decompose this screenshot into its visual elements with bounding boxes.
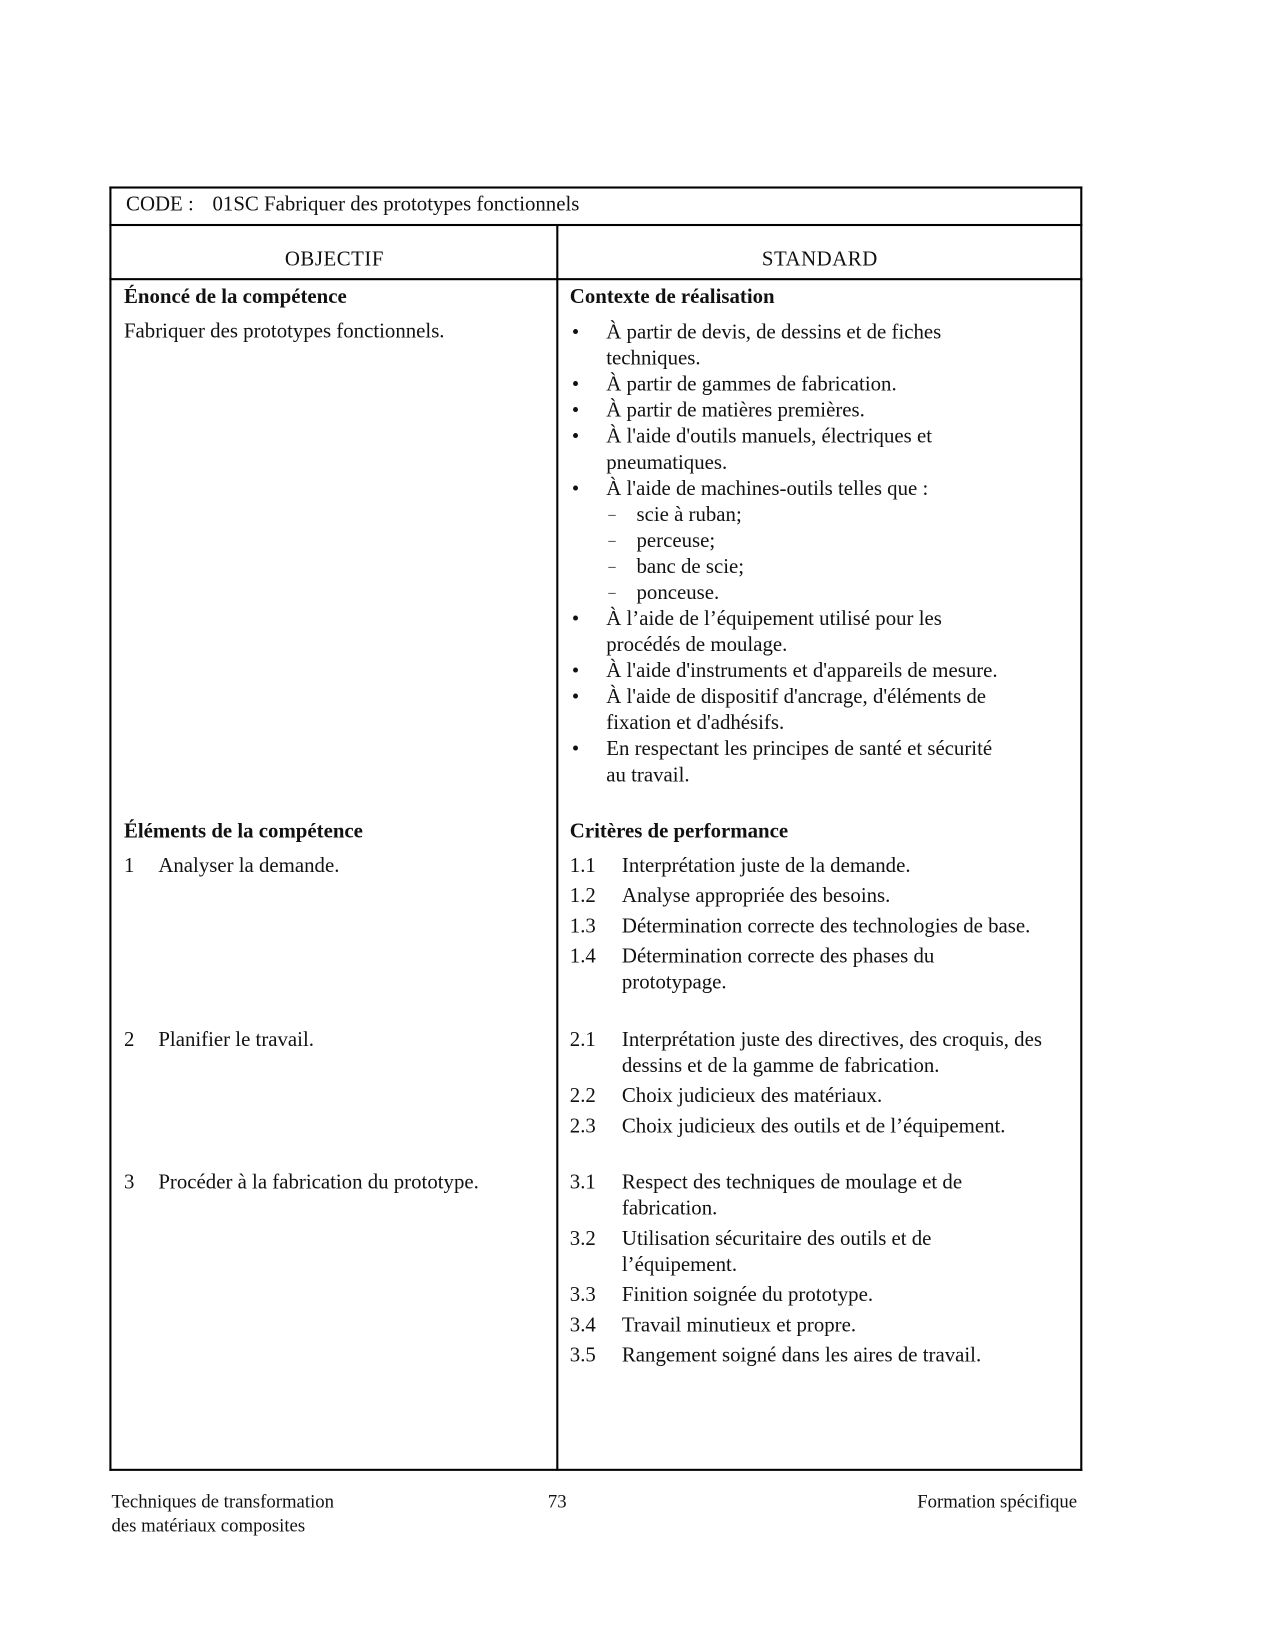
contexte-text: À l'aide de machines-outils telles que : — [606, 477, 929, 501]
contexte-item — [570, 684, 1008, 736]
code-row-divider — [109, 224, 1082, 226]
critere-item — [570, 1027, 1049, 1079]
contexte-item — [570, 398, 1008, 424]
bullet-icon: • — [571, 685, 580, 709]
dash-icon: – — [608, 585, 616, 602]
header-standard: STANDARD — [761, 247, 878, 271]
critere-number: 1.2 — [569, 884, 596, 908]
dash-icon: – — [608, 533, 616, 549]
machine-text: scie à ruban; — [636, 503, 742, 527]
contexte-item — [570, 606, 1008, 658]
machine-item — [606, 554, 1007, 580]
bullet-icon: • — [571, 425, 580, 448]
column-divider — [556, 225, 558, 1470]
code-row — [126, 192, 579, 217]
bullet-icon: • — [571, 372, 580, 396]
critere-number: 3.1 — [569, 1170, 596, 1194]
critere-item — [570, 1114, 1049, 1140]
code-value: 01SC Fabriquer des prototypes fonctionnels — [212, 192, 580, 216]
critere-text: Analyse appropriée des besoins. — [621, 884, 891, 908]
table-border-bottom — [109, 1469, 1082, 1471]
critere-number: 2.3 — [569, 1114, 596, 1138]
footer-right: Formation spécifique — [917, 1490, 1078, 1512]
contexte-item — [570, 372, 1008, 398]
bullet-icon: • — [571, 320, 580, 344]
critere-text: Travail minutieux et propre. — [621, 1313, 857, 1337]
contexte-item — [570, 476, 1008, 606]
footer-program-line2: des matériaux composites — [111, 1514, 306, 1536]
table-border-right — [1080, 186, 1082, 1470]
critere-text: Respect des techniques de moulage et de fabrication. — [621, 1170, 963, 1220]
enonce-text: Fabriquer des prototypes fonctionnels. — [123, 319, 445, 343]
machine-item — [606, 502, 1007, 528]
bullet-icon: • — [571, 607, 580, 631]
critere-text: Choix judicieux des outils et de l’équipement. — [621, 1114, 1006, 1138]
contexte-text: À l'aide d'outils manuels, électriques et pneumatiques. — [606, 425, 932, 474]
header-objectif: OBJECTIF — [284, 247, 384, 271]
critere-item — [570, 1343, 1080, 1369]
critere-number: 3.4 — [569, 1313, 596, 1337]
element-text: Analyser la demande. — [158, 854, 340, 878]
critere-number: 1.4 — [569, 944, 596, 968]
criteres-group-3 — [570, 1170, 1008, 1373]
critere-item — [570, 853, 1070, 879]
contexte-item — [570, 736, 1008, 788]
contexte-text: En respectant les principes de santé et sécurité au travail. — [606, 737, 993, 787]
criteres-group-1 — [570, 853, 1070, 1000]
element-3 — [124, 1170, 479, 1196]
footer-program-line1: Techniques de transformation — [111, 1490, 335, 1512]
elements-heading: Éléments de la compétence — [123, 819, 363, 843]
header-row-divider — [109, 278, 1082, 280]
contexte-text: À partir de matières premières. — [606, 398, 865, 422]
critere-text: Détermination correcte des phases du prototypage. — [621, 944, 935, 994]
critere-text: Interprétation juste de la demande. — [621, 854, 911, 878]
critere-item — [570, 1083, 1049, 1109]
table-border-top — [109, 186, 1082, 188]
critere-item — [570, 1313, 1008, 1339]
bullet-icon: • — [571, 737, 580, 761]
bullet-icon: • — [571, 659, 580, 683]
contexte-heading: Contexte de réalisation — [569, 285, 775, 309]
machine-text: banc de scie; — [636, 555, 745, 579]
element-2 — [124, 1027, 314, 1053]
critere-number: 3.5 — [569, 1343, 596, 1367]
contexte-item — [570, 424, 1008, 476]
critere-number: 2.2 — [569, 1084, 596, 1108]
dash-icon: – — [608, 559, 616, 576]
footer-left — [111, 1490, 334, 1538]
critere-item — [570, 1170, 1008, 1222]
critere-text: Choix judicieux des matériaux. — [621, 1084, 883, 1108]
contexte-text: À l'aide de dispositif d'ancrage, d'éléments de fixation et d'adhésifs. — [606, 685, 987, 735]
contexte-list — [570, 320, 1008, 789]
critere-item — [570, 1282, 1008, 1308]
critere-text: Rangement soigné dans les aires de travail. — [621, 1343, 982, 1367]
enonce-heading: Énoncé de la compétence — [123, 285, 347, 309]
critere-number: 2.1 — [569, 1028, 596, 1052]
machine-text: ponceuse. — [636, 581, 720, 605]
contexte-item — [570, 320, 1008, 372]
contexte-text: À l'aide d'instruments et d'appareils de mesure. — [606, 659, 998, 683]
element-1 — [124, 853, 339, 879]
critere-item — [570, 914, 1070, 940]
critere-text: Finition soignée du prototype. — [621, 1283, 874, 1307]
code-label: CODE : — [126, 192, 194, 216]
critere-number: 3.2 — [569, 1227, 596, 1251]
element-text: Planifier le travail. — [158, 1028, 314, 1052]
table-border-left — [109, 186, 111, 1470]
element-number: 1 — [123, 854, 135, 878]
critere-number: 3.3 — [569, 1283, 596, 1307]
machines-list — [606, 502, 1007, 606]
critere-number: 1.1 — [569, 854, 596, 878]
dash-icon: – — [608, 507, 616, 523]
critere-text: Utilisation sécuritaire des outils et de l’équipement. — [621, 1227, 932, 1277]
critere-number: 1.3 — [569, 914, 596, 938]
contexte-text: À partir de gammes de fabrication. — [606, 372, 897, 396]
contexte-item — [570, 658, 1008, 684]
machine-text: perceuse; — [636, 529, 716, 553]
machine-item — [606, 580, 1007, 606]
page-number: 73 — [547, 1490, 567, 1512]
element-number: 2 — [123, 1028, 135, 1052]
element-number: 3 — [123, 1170, 135, 1194]
critere-text: Interprétation juste des directives, des croquis, des dessins et de la gamme de fabrication. — [621, 1028, 1042, 1078]
criteres-heading: Critères de performance — [569, 819, 789, 843]
contexte-text: À l’aide de l’équipement utilisé pour les procédés de moulage. — [606, 607, 942, 657]
bullet-icon: • — [571, 477, 580, 501]
element-text: Procéder à la fabrication du prototype. — [158, 1170, 479, 1194]
criteres-group-2 — [570, 1027, 1049, 1144]
contexte-text: À partir de devis, de dessins et de fiches techniques. — [606, 320, 942, 370]
critere-item — [570, 944, 1028, 996]
bullet-icon: • — [571, 398, 580, 422]
critere-item — [570, 1226, 1008, 1278]
machine-item — [606, 528, 1007, 554]
critere-text: Détermination correcte des technologies de base. — [621, 914, 1031, 938]
critere-item — [570, 883, 1070, 909]
